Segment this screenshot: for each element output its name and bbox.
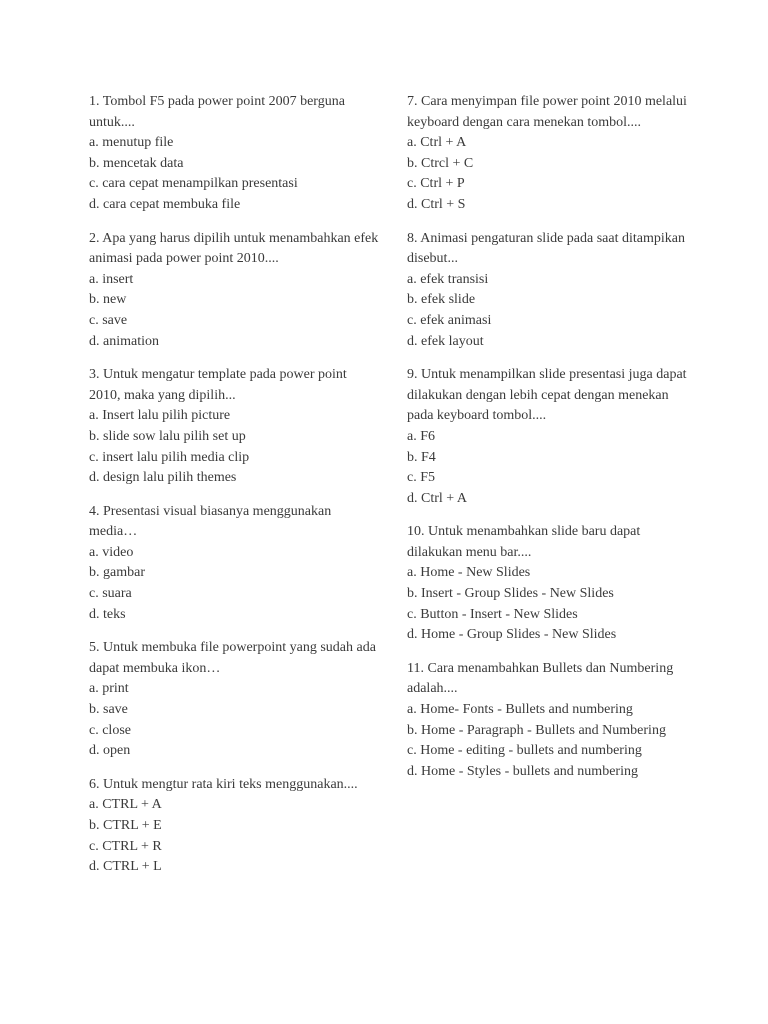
answer-option: a. CTRL + A — [89, 797, 162, 813]
answer-options — [89, 270, 379, 352]
answer-option: c. cara cepat menampilkan presentasi — [89, 176, 298, 192]
question-1 — [89, 92, 379, 216]
answer-option: b. F4 — [407, 449, 436, 465]
answer-option: d. open — [89, 743, 131, 759]
answer-option: a. print — [89, 681, 129, 697]
answer-option: a. insert — [89, 271, 134, 287]
answer-option: c. close — [89, 722, 131, 738]
answer-option: d. CTRL + L — [89, 859, 162, 875]
answer-option: d. Home - Styles - bullets and numbering — [407, 763, 638, 779]
answer-option: b. Home - Paragraph - Bullets and Numbering — [407, 722, 666, 738]
answer-option: d. design lalu pilih themes — [89, 470, 237, 486]
answer-option: a. Home - New Slides — [407, 565, 531, 581]
answer-option: d. efek layout — [407, 333, 484, 349]
question-2 — [89, 229, 379, 353]
answer-option: a. efek transisi — [407, 271, 489, 287]
answer-options — [89, 133, 379, 215]
question-text: 2. Apa yang harus dipilih untuk menambahkan efek animasi pada power point 2010.... — [89, 230, 379, 267]
answer-option: d. cara cepat membuka file — [89, 196, 241, 212]
answer-option: c. suara — [89, 586, 132, 602]
question-9 — [407, 365, 697, 509]
answer-option: b. slide sow lalu pilih set up — [89, 428, 246, 444]
answer-option: b. save — [89, 702, 128, 718]
question-4 — [89, 502, 379, 626]
question-5 — [89, 638, 379, 762]
answer-option: b. new — [89, 292, 127, 308]
answer-option: a. Insert lalu pilih picture — [89, 408, 231, 424]
answer-option: d. teks — [89, 606, 126, 622]
answer-option: b. Insert - Group Slides - New Slides — [407, 586, 614, 602]
question-7 — [407, 92, 697, 216]
answer-options — [89, 679, 379, 761]
question-text: 5. Untuk membuka file powerpoint yang sudah ada dapat membuka ikon… — [89, 640, 376, 676]
answer-options — [407, 700, 697, 782]
answer-option: d. Ctrl + A — [407, 490, 468, 506]
answer-option: d. Ctrl + S — [407, 196, 466, 212]
answer-options — [89, 406, 379, 488]
question-10 — [407, 522, 697, 646]
question-text: 10. Untuk menambahkan slide baru dapat dilakukan menu bar.... — [407, 524, 641, 560]
answer-option: a. menutup file — [89, 135, 174, 151]
answer-option: a. Home- Fonts - Bullets and numbering — [407, 702, 633, 718]
left-column — [89, 92, 379, 891]
question-8 — [407, 229, 697, 353]
answer-option: c. CTRL + R — [89, 838, 162, 854]
answer-option: c. Home - editing - bullets and numbering — [407, 743, 642, 759]
question-text: 3. Untuk mengatur template pada power point 2010, maka yang dipilih... — [89, 367, 347, 403]
answer-option: b. mencetak data — [89, 155, 184, 171]
answer-option: b. gambar — [89, 565, 145, 581]
answer-option: c. insert lalu pilih media clip — [89, 449, 250, 465]
question-11 — [407, 659, 697, 783]
question-text: 1. Tombol F5 pada power point 2007 berguna untuk.... — [89, 94, 345, 130]
answer-options — [407, 563, 697, 645]
question-text: 6. Untuk mengtur rata kiri teks menggunakan.... — [89, 776, 358, 792]
answer-options — [407, 133, 697, 215]
answer-option: a. video — [89, 544, 134, 560]
answer-options — [89, 543, 379, 625]
right-column — [407, 92, 697, 795]
question-3 — [89, 365, 379, 489]
answer-options — [407, 427, 697, 509]
answer-options — [89, 795, 379, 877]
answer-option: b. Ctrcl + C — [407, 155, 474, 171]
question-text: 4. Presentasi visual biasanya menggunakan media… — [89, 503, 332, 540]
answer-option: a. Ctrl + A — [407, 135, 467, 151]
answer-options — [407, 270, 697, 352]
question-text: 11. Cara menambahkan Bullets dan Numbering adalah.... — [407, 660, 674, 697]
answer-option: c. Ctrl + P — [407, 176, 465, 192]
question-6 — [89, 775, 379, 878]
answer-option: c. save — [89, 312, 128, 328]
question-text: 8. Animasi pengaturan slide pada saat ditampikan disebut... — [407, 230, 685, 267]
answer-option: b. efek slide — [407, 292, 476, 308]
answer-option: b. CTRL + E — [89, 818, 162, 833]
answer-option: d. Home - Group Slides - New Slides — [407, 627, 617, 643]
answer-option: c. Button - Insert - New Slides — [407, 606, 578, 622]
answer-option: c. F5 — [407, 470, 435, 486]
question-text: 7. Cara menyimpan file power point 2010 melalui keyboard dengan cara menekan tombol.... — [407, 94, 687, 130]
question-text: 9. Untuk menampilkan slide presentasi juga dapat dilakukan dengan lebih cepat dengan menekan pada keyboard tombol.... — [407, 367, 687, 424]
answer-option: d. animation — [89, 333, 159, 349]
answer-option: c. efek animasi — [407, 312, 492, 328]
answer-option: a. F6 — [407, 428, 435, 444]
